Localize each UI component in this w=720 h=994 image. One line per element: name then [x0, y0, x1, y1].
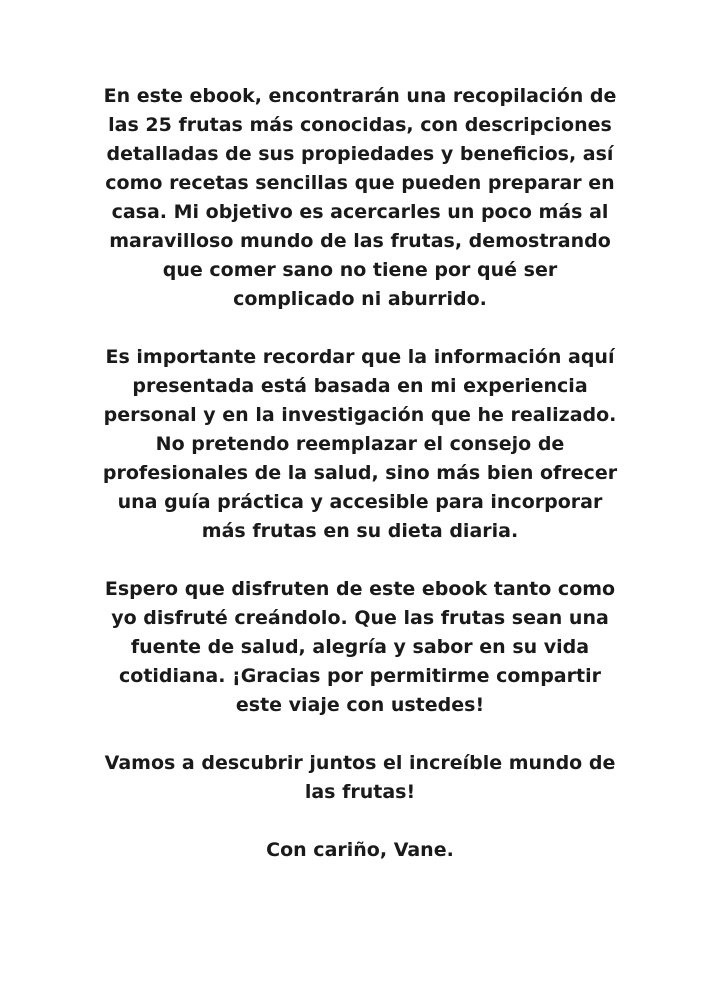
paragraph-invitation [100, 749, 620, 807]
paragraph-hope [100, 575, 620, 720]
text-line: Espero que disfruten de este ebook tanto como [104, 578, 616, 600]
signature-line: Con cariño, Vane. [266, 839, 454, 861]
text-line: maravilloso mundo de las frutas, demostrando [109, 230, 611, 252]
text-line: No pretendo reemplazar el consejo de [155, 433, 565, 455]
text-line: yo disfruté creándolo. Que las frutas sean una [111, 607, 609, 629]
text-line: cotidiana. ¡Gracias por permitirme compartir [119, 665, 601, 687]
text-line: casa. Mi objetivo es acercarles un poco más al [111, 201, 609, 223]
text-line: este viaje con ustedes! [235, 694, 485, 716]
text-line: las 25 frutas más conocidas, con descripciones [108, 114, 612, 136]
text-line: Vamos a descubrir juntos el increíble mundo de [104, 752, 616, 774]
text-line: una guía práctica y accesible para incorporar [117, 491, 603, 513]
text-line: En este ebook, encontrarán una recopilación de [103, 85, 617, 107]
signature [100, 836, 620, 865]
text-line: como recetas sencillas que pueden preparar en [105, 172, 615, 194]
intro-text [100, 82, 620, 865]
text-line: profesionales de la salud, sino más bien ofrecer [102, 462, 618, 484]
text-line: más frutas en su dieta diaria. [201, 520, 519, 542]
text-line: las frutas! [304, 781, 416, 803]
text-line: Es importante recordar que la información aquí [105, 346, 615, 368]
paragraph-disclaimer [100, 343, 620, 546]
text-line: fuente de salud, alegría y sabor en su vida [130, 636, 590, 658]
paragraph-intro [100, 82, 620, 314]
text-line: personal y en la investigación que he realizado. [103, 404, 617, 426]
text-line: complicado ni aburrido. [233, 288, 487, 310]
text-line: que comer sano no tiene por qué ser [162, 259, 558, 281]
text-line: detalladas de sus propiedades y beneficios, así [106, 143, 614, 165]
text-line: presentada está basada en mi experiencia [132, 375, 588, 397]
